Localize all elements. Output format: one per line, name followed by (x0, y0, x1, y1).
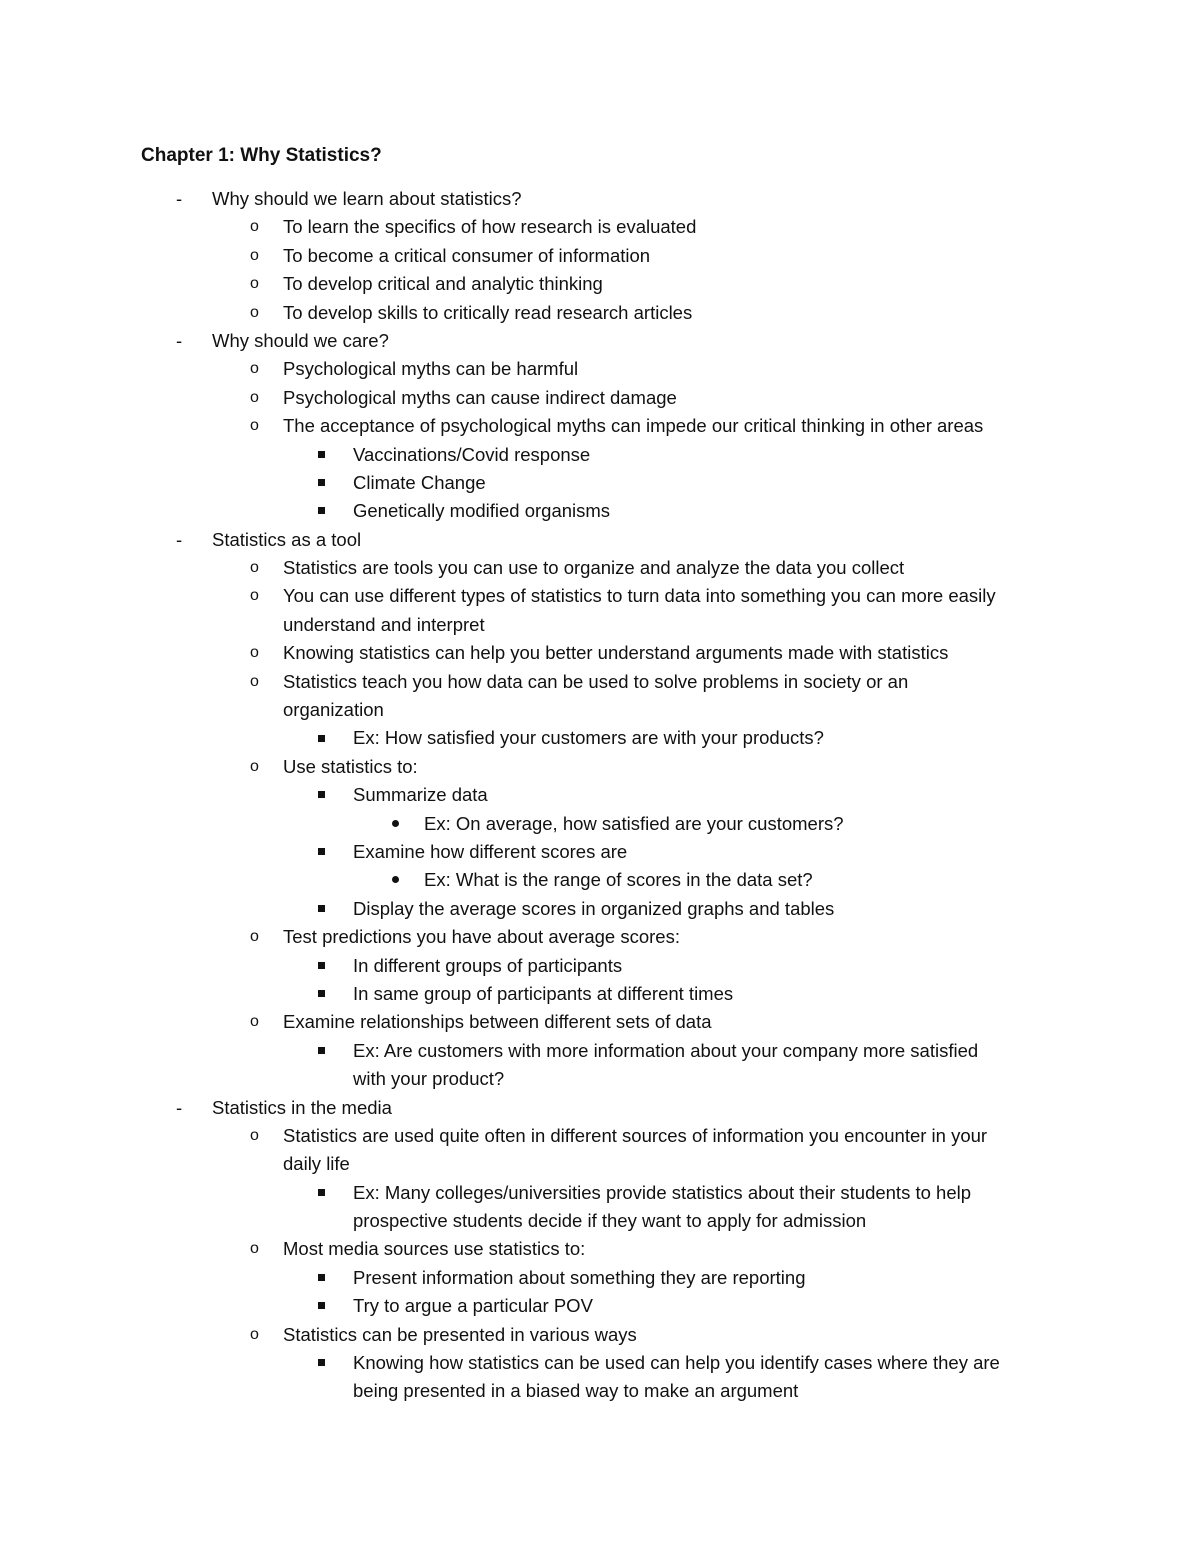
list-item-text: Statistics teach you how data can be used to solve problems in society or an (283, 670, 909, 692)
outline-list (0, 185, 1200, 1406)
list-item-text: Test predictions you have about average scores: (283, 926, 680, 948)
list-item-text: Knowing statistics can help you better understand arguments made with statistics (283, 642, 949, 664)
list-item-text: Use statistics to: (283, 755, 418, 777)
list-item-text: Climate Change (353, 471, 486, 493)
square-bullet-icon (318, 497, 338, 525)
circle-bullet: o (250, 275, 259, 293)
list-item (0, 412, 1200, 440)
list-item (0, 1235, 1200, 1263)
list-item-text: prospective students decide if they want to apply for admission (353, 1210, 867, 1232)
list-item-text: being presented in a biased way to make an argument (353, 1380, 799, 1402)
list-item-text: To learn the specifics of how research is evaluated (283, 216, 697, 238)
list-item-text: Knowing how statistics can be used can help you identify cases where they are (353, 1352, 1000, 1374)
square-bullet-icon (318, 1264, 338, 1292)
page-title: Chapter 1: Why Statistics? (141, 145, 382, 166)
list-item (0, 1321, 1200, 1349)
list-item-text: Statistics in the media (212, 1096, 392, 1118)
list-item (0, 639, 1200, 667)
dash-bullet: - (176, 1096, 183, 1118)
circle-bullet: o (250, 1240, 259, 1258)
list-item-text: Why should we care? (212, 329, 389, 351)
list-item-text: Examine relationships between different sets of data (283, 1011, 712, 1033)
list-item-text: Statistics can be presented in various ways (283, 1323, 637, 1345)
square-bullet-icon (318, 724, 338, 752)
list-item (0, 327, 1200, 355)
list-item (0, 895, 1200, 923)
list-item-text: Display the average scores in organized graphs and tables (353, 897, 835, 919)
square-bullet-icon (318, 895, 338, 923)
circle-bullet: o (250, 360, 259, 378)
list-item-text: Statistics are tools you can use to organize and analyze the data you collect (283, 557, 905, 579)
circle-bullet: o (250, 587, 259, 605)
list-item-text: Why should we learn about statistics? (212, 188, 522, 209)
list-item-text: understand and interpret (283, 613, 485, 635)
circle-bullet: o (250, 644, 259, 662)
dash-bullet: - (176, 188, 183, 209)
list-item-text: Statistics as a tool (212, 528, 362, 550)
list-item (0, 866, 1200, 894)
list-item (0, 980, 1200, 1008)
square-bullet-icon (318, 1292, 338, 1320)
dot-bullet-icon (392, 866, 412, 894)
list-item (0, 781, 1200, 809)
list-item-text: Try to argue a particular POV (353, 1295, 593, 1317)
list-item-text: with your product? (353, 1068, 505, 1090)
list-item (0, 810, 1200, 838)
list-item-text: Ex: On average, how satisfied are your customers? (424, 812, 844, 834)
list-item-continuation (0, 1150, 1200, 1178)
list-item-text: daily life (283, 1153, 350, 1175)
list-item (0, 242, 1200, 270)
list-item-continuation (0, 1065, 1200, 1093)
list-item (0, 213, 1200, 241)
list-item-text: Ex: Many colleges/universities provide statistics about their students to help (353, 1181, 972, 1203)
square-bullet-icon (318, 469, 338, 497)
square-bullet-icon (318, 1179, 338, 1207)
list-item (0, 497, 1200, 525)
list-item (0, 668, 1200, 696)
circle-bullet: o (250, 246, 259, 264)
list-item (0, 270, 1200, 298)
square-bullet-icon (318, 781, 338, 809)
square-bullet-icon (318, 1037, 338, 1065)
list-item-text: Most media sources use statistics to: (283, 1238, 586, 1260)
list-item (0, 384, 1200, 412)
list-item-text: Ex: How satisfied your customers are with your products? (353, 727, 824, 749)
circle-bullet: o (250, 417, 259, 435)
circle-bullet: o (250, 928, 259, 946)
circle-bullet: o (250, 1126, 259, 1144)
list-item (0, 1264, 1200, 1292)
list-item (0, 441, 1200, 469)
list-item-text: Vaccinations/Covid response (353, 443, 591, 465)
list-item-text: Ex: What is the range of scores in the data set? (424, 869, 813, 891)
list-item-text: To develop skills to critically read research articles (283, 301, 693, 323)
list-item-text: To become a critical consumer of information (283, 244, 651, 266)
list-item-text: organization (283, 699, 384, 721)
list-item (0, 1122, 1200, 1150)
list-item-text: Ex: Are customers with more information about your company more satisfied (353, 1039, 979, 1061)
list-item-text: Statistics are used quite often in different sources of information you encounter in your (283, 1124, 988, 1146)
list-item (0, 355, 1200, 383)
list-item (0, 1179, 1200, 1207)
list-item-text: To develop critical and analytic thinking (283, 273, 603, 295)
list-item (0, 1292, 1200, 1320)
list-item (0, 923, 1200, 951)
list-item (0, 1094, 1200, 1122)
list-item-text: You can use different types of statistics to turn data into something you can more easily (283, 585, 996, 607)
list-item (0, 185, 1200, 213)
square-bullet-icon (318, 441, 338, 469)
list-item (0, 299, 1200, 327)
list-item (0, 526, 1200, 554)
square-bullet-icon (318, 980, 338, 1008)
list-item (0, 753, 1200, 781)
list-item (0, 1037, 1200, 1065)
list-item (0, 1008, 1200, 1036)
list-item-continuation (0, 611, 1200, 639)
list-item-text: In different groups of participants (353, 954, 623, 976)
circle-bullet: o (250, 218, 259, 236)
list-item-continuation (0, 1377, 1200, 1405)
dash-bullet: - (176, 329, 183, 351)
list-item (0, 952, 1200, 980)
list-item (0, 724, 1200, 752)
list-item-text: The acceptance of psychological myths can impede our critical thinking in other areas (283, 415, 984, 437)
circle-bullet: o (250, 757, 259, 775)
dot-bullet-icon (392, 810, 412, 838)
square-bullet-icon (318, 1349, 338, 1377)
list-item (0, 1349, 1200, 1377)
list-item-continuation (0, 696, 1200, 724)
list-item-text: Examine how different scores are (353, 840, 628, 862)
circle-bullet: o (250, 672, 259, 690)
circle-bullet: o (250, 559, 259, 577)
list-item-text: Summarize data (353, 784, 488, 806)
list-item-text: In same group of participants at different times (353, 982, 734, 1004)
list-item-continuation (0, 1207, 1200, 1235)
circle-bullet: o (250, 1013, 259, 1031)
circle-bullet: o (250, 388, 259, 406)
dash-bullet: - (176, 528, 183, 550)
list-item (0, 838, 1200, 866)
list-item-text: Present information about something they are reporting (353, 1266, 806, 1288)
circle-bullet: o (250, 303, 259, 321)
list-item-text: Psychological myths can be harmful (283, 358, 579, 380)
circle-bullet: o (250, 1325, 259, 1343)
list-item-text: Genetically modified organisms (353, 500, 611, 522)
square-bullet-icon (318, 838, 338, 866)
list-item (0, 582, 1200, 610)
list-item (0, 554, 1200, 582)
list-item (0, 469, 1200, 497)
list-item-text: Psychological myths can cause indirect damage (283, 386, 677, 408)
square-bullet-icon (318, 952, 338, 980)
